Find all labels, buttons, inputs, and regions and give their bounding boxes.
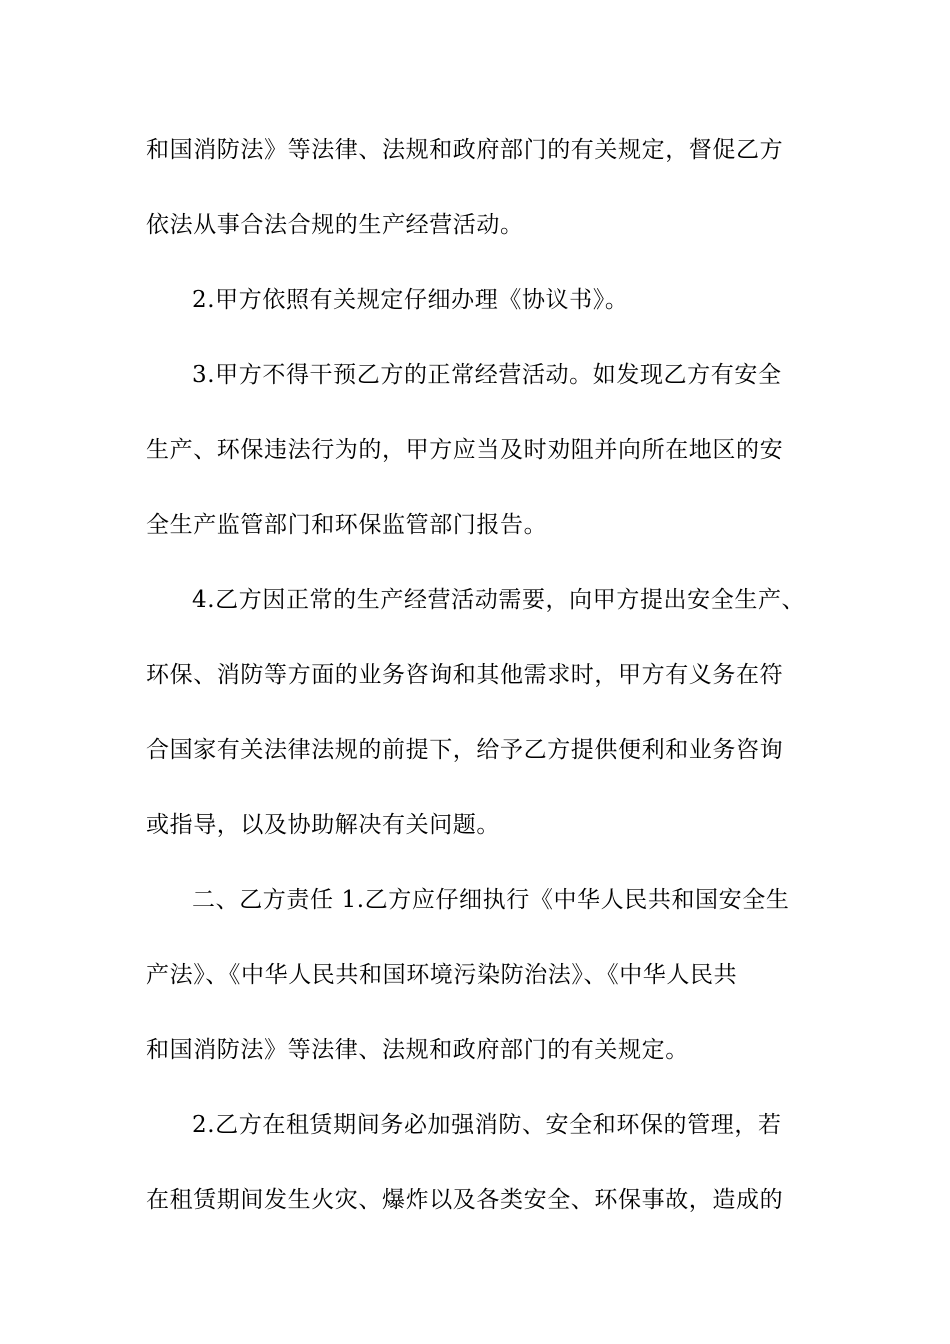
text-line: 2.甲方依照有关规定仔细办理《协议书》。	[192, 287, 629, 313]
text-line: 生产、环保违法行为的，甲方应当及时劝阻并向所在地区的安	[146, 437, 784, 463]
text-line: 产法》、《中华人民共和国环境污染防治法》、《中华人民共	[146, 962, 738, 988]
text-line: 二、乙方责任 1.乙方应仔细执行《中华人民共和国安全生	[192, 887, 790, 913]
text-line: 依法从事合法合规的生产经营活动。	[146, 212, 524, 238]
text-line: 和国消防法》等法律、法规和政府部门的有关规定，督促乙方	[146, 137, 784, 163]
text-line: 或指导，以及协助解决有关问题。	[146, 812, 500, 838]
text-line: 在租赁期间发生火灾、爆炸以及各类安全、环保事故，造成的	[146, 1187, 784, 1213]
text-line: 全生产监管部门和环保监管部门报告。	[146, 512, 548, 538]
text-line: 4.乙方因正常的生产经营活动需要，向甲方提出安全生产、	[192, 587, 806, 613]
text-line: 2.乙方在租赁期间务必加强消防、安全和环保的管理，若	[192, 1112, 782, 1138]
text-line: 合国家有关法律法规的前提下，给予乙方提供便利和业务咨询	[146, 737, 784, 763]
text-line: 环保、消防等方面的业务咨询和其他需求时，甲方有义务在符	[146, 662, 784, 688]
text-line: 3.甲方不得干预乙方的正常经营活动。如发现乙方有安全	[192, 362, 782, 388]
text-line: 和国消防法》等法律、法规和政府部门的有关规定。	[146, 1037, 689, 1063]
